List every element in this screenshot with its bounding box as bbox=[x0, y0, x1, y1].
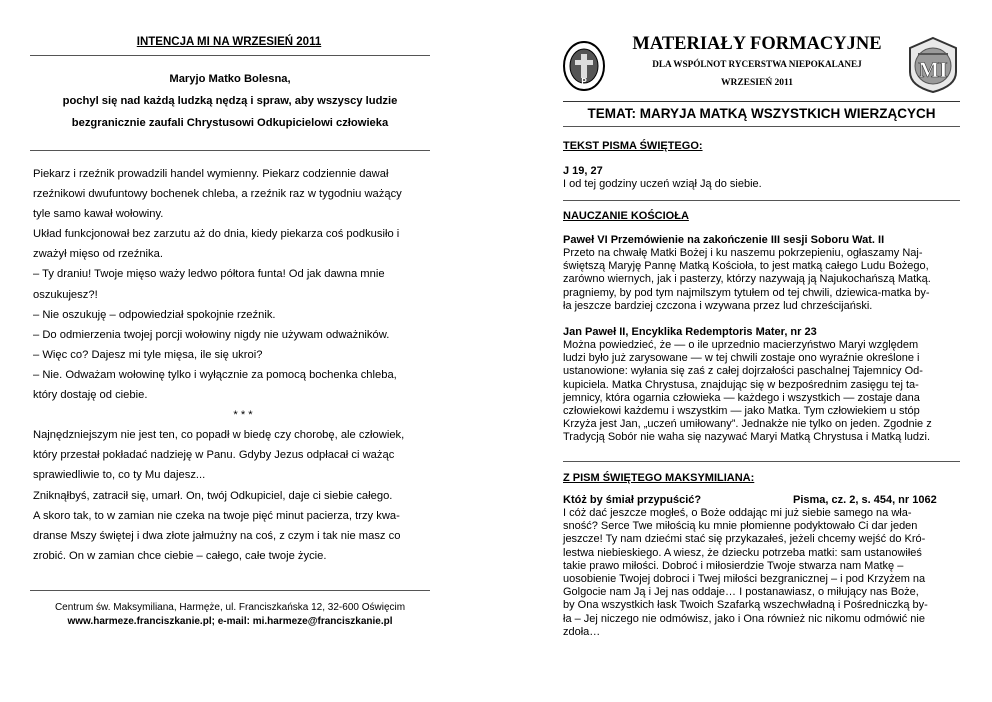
story-line: oszukujesz?! bbox=[33, 288, 98, 301]
theme-title: TEMAT: MARYJA MATKĄ WSZYSTKICH WIERZĄCYCH bbox=[587, 106, 936, 121]
intention-line: Maryjo Matko Bolesna, bbox=[169, 73, 291, 85]
section-separator: * * * bbox=[233, 409, 253, 422]
church-teaching-heading: NAUCZANIE KOŚCIOŁA bbox=[563, 210, 689, 222]
divider bbox=[30, 590, 430, 591]
story-line: – Ty draniu! Twoje mięso waży ledwo półtora funta! Od jak dawna mnie bbox=[33, 268, 385, 281]
page-title: MATERIAŁY FORMACYJNE bbox=[632, 34, 882, 54]
paragraph-line: kupiciela. Matka Chrystusa, znajdując się w bezpośrednim zasięgu tej ta- bbox=[563, 378, 919, 391]
reflection-line: zrobić. On w zamian chce ciebie – całego, całe twoje życie. bbox=[33, 549, 327, 562]
story-line: Piekarz i rzeźnik prowadzili handel wymienny. Piekarz codziennie dawał bbox=[33, 168, 389, 180]
paragraph-line: Krzyża jest Jan, „uczeń umiłowany”. Jednakże nie tylko on jeden. Zgodnie z bbox=[563, 418, 932, 431]
intention-text bbox=[30, 68, 430, 134]
reflection-line: sprawiedliwie to, co ty Mu dajesz... bbox=[33, 469, 206, 482]
paragraph-line: sność? Serce Twe miłością ku mnie płomienne podyktowało Ci dar jeden bbox=[563, 520, 918, 533]
seal-letter: P bbox=[581, 77, 587, 86]
mi-logo bbox=[904, 36, 962, 94]
paragraph-line: by Ona wszystkich łask Twoich Szafarką wszechwładną i Pośredniczką by- bbox=[563, 599, 928, 612]
intention-line: bezgranicznie zaufali Chrystusowi Odkupicielowi człowieka bbox=[71, 117, 389, 129]
story-line: – Do odmierzenia twojej porcji wołowiny nigdy nie używam odważników. bbox=[33, 328, 390, 341]
paragraph-line: pragniemy, by pod tym najmilszym tytułem od tej chwili, dziewica-matka by- bbox=[563, 286, 930, 299]
divider bbox=[30, 55, 430, 56]
paragraph-line: I cóż dać jeszcze mogłeś, o Boże oddając mi już siebie samego na wła- bbox=[563, 507, 912, 519]
story-line: zważył mięso od rzeźnika. bbox=[33, 248, 163, 261]
story-line: – Nie oszukuję – odpowiedział spokojnie rzeźnik. bbox=[33, 308, 276, 321]
scripture-heading: TEKST PISMA ŚWIĘTEGO: bbox=[563, 140, 703, 152]
jp2-title: Jan Paweł II, Encyklika Redemptoris Mater, nr 23 bbox=[563, 326, 817, 338]
story-text bbox=[33, 164, 433, 566]
paragraph-line: ludzi było już zarysowane — w tej chwili zostaje ono wyraźnie określone i bbox=[563, 352, 920, 365]
paragraph-line: lestwa niebieskiego. A wiesz, że dziecku potrzeba matki: sam ustanowiłeś bbox=[563, 546, 922, 559]
divider bbox=[563, 101, 960, 102]
reflection-line: Najnędzniejszym nie jest ten, co popadł w biedę czy chorobę, ale człowiek, bbox=[33, 429, 405, 442]
paragraph-line: ła – Jej niczego nie odmówisz, jako i Ona również nic nikomu odmówić nie bbox=[563, 612, 925, 625]
paragraph-line: Tradycją Sobór nie waha się nazywać Maryi Matką Chrystusa i Matką ludzi. bbox=[563, 431, 931, 444]
reflection-line: A skoro tak, to w zamian nie czeka na twoje pięć minut pacierza, trzy kwa- bbox=[33, 509, 400, 522]
story-line: – Więc co? Dajesz mi tyle mięsa, ile się ukroi? bbox=[33, 348, 263, 361]
maximilian-title: Któż by śmiał przypuścić? bbox=[563, 494, 702, 506]
paragraph-line: uosobienie Twojej dobroci i Twej miłości bezgranicznej – i pod Krzyżem na bbox=[563, 573, 926, 586]
divider bbox=[30, 150, 430, 151]
story-line: – Nie. Odważam wołowinę tylko i wyłącznie za pomocą bochenka chleba, bbox=[33, 368, 397, 381]
maximilian-heading: Z PISM ŚWIĘTEGO MAKSYMILIANA: bbox=[563, 472, 755, 484]
paragraph-line: zarówno wiernych, jak i pasterzy, którzy nazywają ją Najukochańszą Matką. bbox=[563, 273, 931, 286]
paragraph-line: ła jeszcze bardziej czczona i wzywana przez lud chrześcijański. bbox=[563, 299, 873, 312]
paragraph-line: Można powiedzieć, że — o ile uprzednio macierzyństwo Maryi względem bbox=[563, 339, 919, 351]
paulvi-text bbox=[563, 247, 960, 313]
paragraph-line: ustanowione: wyłania się zaś z całej dojrzałości paschalnej Tajemnicy Od- bbox=[563, 365, 923, 378]
story-line: Układ funkcjonował bez zarzutu aż do dnia, kiedy piekarza coś podkusiło i bbox=[33, 228, 400, 241]
scripture-reference: J 19, 27 bbox=[563, 165, 603, 177]
reflection-line: Zniknąłbyś, zatracił się, umarł. On, twój Odkupiciel, daje ci siebie całego. bbox=[33, 489, 393, 502]
paragraph-line: jeszcze! Ty nam dziećmi stać się przykazałeś, jeżeli chcemy wejść do Kró- bbox=[563, 533, 926, 546]
divider bbox=[563, 200, 960, 201]
intention-title: INTENCJA MI NA WRZESIEŃ 2011 bbox=[136, 36, 322, 48]
story-line: tyle samo kawał wołowiny. bbox=[33, 208, 164, 221]
paragraph-line: Przeto na chwałę Matki Bożej i ku naszemu pokrzepieniu, ogłaszamy Naj- bbox=[563, 247, 923, 259]
page-subtitle: DLA WSPÓLNOT RYCERSTWA NIEPOKALANEJ bbox=[652, 59, 862, 69]
maximilian-reference: Pisma, cz. 2, s. 454, nr 1062 bbox=[793, 494, 937, 506]
paulvi-title: Paweł VI Przemówienie na zakończenie III sesji Soboru Wat. II bbox=[563, 234, 885, 246]
footer-contact[interactable]: www.harmeze.franciszkanie.pl; e-mail: mi.harmeze@franciszkanie.pl bbox=[67, 616, 393, 627]
story-line: który dostaję od ciebie. bbox=[33, 389, 148, 402]
intention-line: pochyl się nad każdą ludzką nędzą i spraw, aby wszyscy ludzie bbox=[62, 95, 398, 107]
paragraph-line: Golgocie nam Ją i Jej nas oddaje… I postanawiasz, o miłujący nas Boże, bbox=[563, 586, 919, 599]
story-line: rzeźnikowi dwufuntowy bochenek chleba, a rzeźnik raz w tygodniu ważący bbox=[33, 188, 402, 201]
footer-address: Centrum św. Maksymiliana, Harmęże, ul. Franciszkańska 12, 32-600 Oświęcim bbox=[54, 602, 406, 613]
mi-logo-text: MI bbox=[918, 57, 948, 82]
reflection-line: dranse Mszy świętej i dwa złote jałmużny na coś, z czym i tak nie masz co bbox=[33, 529, 401, 542]
maximilian-text bbox=[563, 507, 960, 639]
divider bbox=[563, 461, 960, 462]
society-seal-logo bbox=[562, 40, 606, 92]
issue-date: WRZESIEŃ 2011 bbox=[720, 78, 794, 88]
paragraph-line: świętszą Maryję Pannę Matką Kościoła, to jest matką całego Ludu Bożego, bbox=[563, 260, 929, 273]
reflection-line: który przestał pokładać nadzieję w Panu. Gdyby Jezus odpłacał ci ważąc bbox=[33, 449, 395, 462]
paragraph-line: zdoła… bbox=[563, 625, 601, 638]
jp2-text bbox=[563, 339, 960, 445]
paragraph-line: człowiekowi każdemu i wszystkim — jako Matka. Tym człowiekiem u stóp bbox=[563, 405, 920, 418]
scripture-text: I od tej godziny uczeń wziął Ją do siebie. bbox=[563, 178, 762, 190]
paragraph-line: jemnicy, która ogarnia człowieka — każdego i wszystkich — zostaje dana bbox=[563, 391, 920, 404]
paragraph-line: takie prawo miłości. Dobroć i miłosierdzie Twoje stwarza nam Matkę – bbox=[563, 559, 904, 572]
divider bbox=[563, 126, 960, 127]
